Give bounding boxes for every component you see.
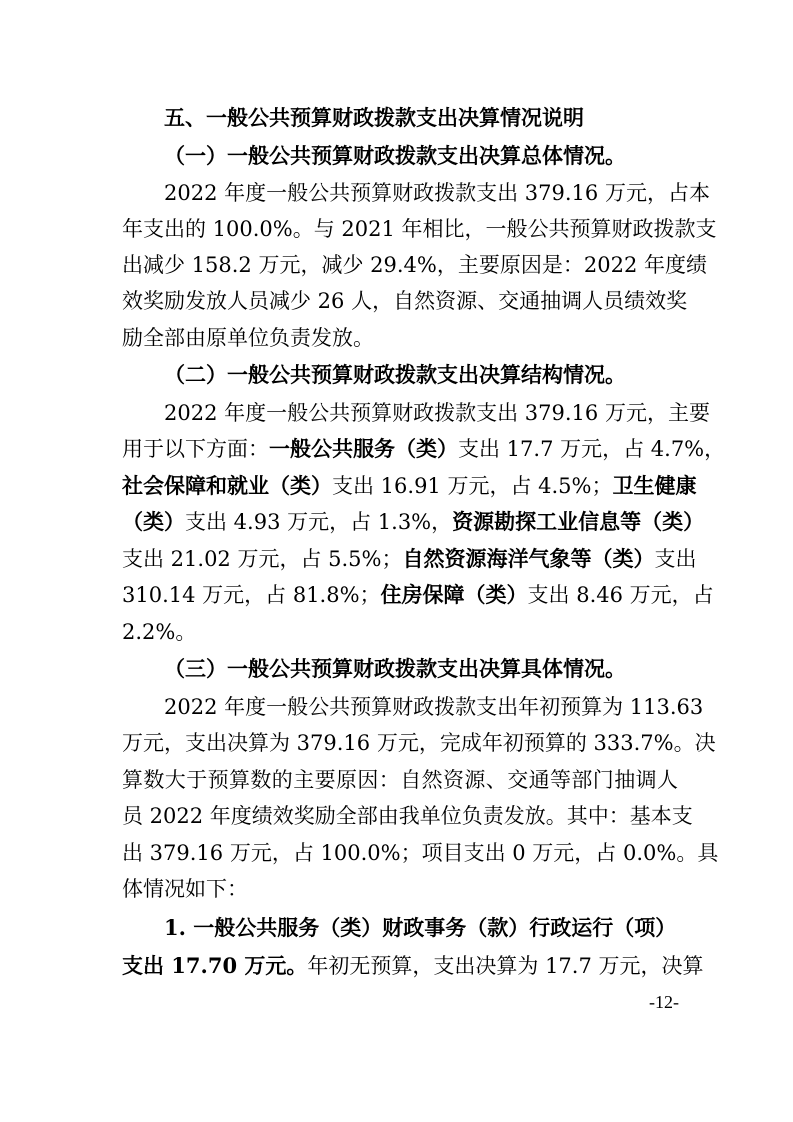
paragraph-line: 效奖励发放人员减少 26 人，自然资源、交通抽调人员绩效奖 xyxy=(122,289,688,313)
category-housing: 住房保障（类） xyxy=(380,582,528,607)
subsection-heading-1: （一）一般公共预算财政拨款支出决算总体情况。 xyxy=(164,143,626,168)
paragraph-line: 支出 17.70 万元。年初无预算，支出决算为 17.7 万元，决算 xyxy=(122,953,704,978)
category-health: 卫生健康 xyxy=(612,473,697,498)
paragraph-line: 2022 年度一般公共预算财政拨款支出 379.16 万元，占本 xyxy=(164,181,710,205)
category-general-public-services: 一般公共服务（类） xyxy=(269,436,458,461)
paragraph-line: 励全部由原单位负责发放。 xyxy=(122,326,374,350)
item-1-amount: 支出 17.70 万元。 xyxy=(122,953,308,978)
paragraph-line: 万元，支出决算为 379.16 万元，完成年初预算的 333.7%。决 xyxy=(122,731,716,755)
paragraph-line: 310.14 万元，占 81.8%；住房保障（类）支出 8.46 万元，占 xyxy=(122,582,714,607)
paragraph-line: 2022 年度一般公共预算财政拨款支出 379.16 万元，主要 xyxy=(164,401,710,425)
subsection-heading-2: （二）一般公共预算财政拨款支出决算结构情况。 xyxy=(164,362,626,387)
paragraph-line: 算数大于预算数的主要原因：自然资源、交通等部门抽调人 xyxy=(122,768,678,792)
paragraph-line: 2022 年度一般公共预算财政拨款支出年初预算为 113.63 xyxy=(164,695,704,719)
section-title: 五、一般公共预算财政拨款支出决算情况说明 xyxy=(164,105,584,130)
category-natural-resources: 自然资源海洋气象等（类） xyxy=(402,546,655,571)
paragraph-line: 出减少 158.2 万元，减少 29.4%，主要原因是：2022 年度绩 xyxy=(122,253,707,277)
subsection-heading-3: （三）一般公共预算财政拨款支出决算具体情况。 xyxy=(164,656,626,681)
paragraph-line: （类）支出 4.93 万元，占 1.3%，资源勘探工业信息等（类） xyxy=(122,509,705,534)
item-1-heading: 1. 一般公共服务（类）财政事务（款）行政运行（项） xyxy=(164,915,677,940)
page-number: -12- xyxy=(649,992,679,1012)
paragraph-line: 支出 21.02 万元，占 5.5%；自然资源海洋气象等（类）支出 xyxy=(122,546,697,571)
paragraph-line: 员 2022 年度绩效奖励全部由我单位负责发放。其中：基本支 xyxy=(122,804,693,828)
category-resource-exploration: 资源勘探工业信息等（类） xyxy=(452,509,705,534)
paragraph-line: 用于以下方面：一般公共服务（类）支出 17.7 万元，占 4.7%， xyxy=(122,436,726,461)
paragraph-line: 体情况如下： xyxy=(122,877,248,901)
paragraph-line: 2.2%。 xyxy=(122,620,197,644)
paragraph-line: 出 379.16 万元，占 100.0%；项目支出 0 万元，占 0.0%。具 xyxy=(122,841,719,865)
paragraph-line: 年支出的 100.0%。与 2021 年相比，一般公共预算财政拨款支 xyxy=(122,217,717,241)
category-social-security: 社会保障和就业（类） xyxy=(122,473,332,498)
paragraph-line: 社会保障和就业（类）支出 16.91 万元，占 4.5%；卫生健康 xyxy=(122,473,697,498)
